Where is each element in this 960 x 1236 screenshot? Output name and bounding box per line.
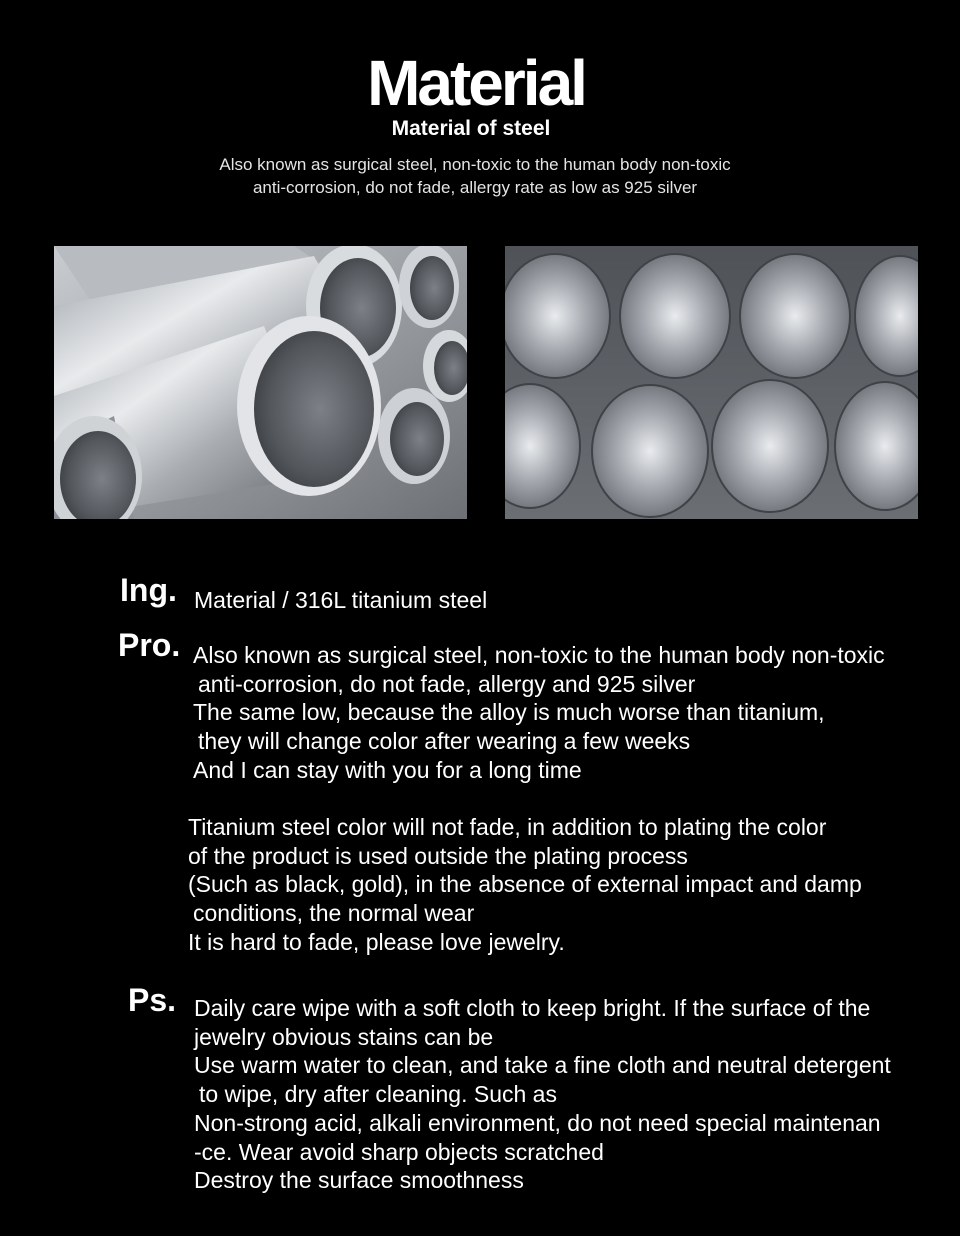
ps-line: -ce. Wear avoid sharp objects scratched [194, 1138, 604, 1165]
page-subtitle: Material of steel [391, 117, 551, 140]
intro-text [0, 153, 950, 199]
pro-paragraph-2 [188, 813, 862, 957]
pro-line: conditions, the normal wear [193, 900, 475, 927]
ing-text: Material / 316L titanium steel [194, 587, 488, 613]
ps-line: jewelry obvious stains can be [194, 1023, 494, 1050]
ps-text [194, 994, 891, 1195]
pro-line: Also known as surgical steel, non-toxic to the human body non-toxic [193, 642, 885, 668]
pro-line: It is hard to fade, please love jewelry. [188, 928, 565, 955]
intro-line: anti-corrosion, do not fade, allergy rate as low as 925 silver [252, 178, 698, 197]
intro-line: Also known as surgical steel, non-toxic to the human body non-toxic [219, 155, 731, 174]
pro-paragraph-1 [193, 641, 885, 785]
ing-label: Ing. [120, 572, 177, 608]
ps-line: Daily care wipe with a soft cloth to keep bright. If the surface of the [194, 995, 871, 1021]
pro-label: Pro. [118, 627, 181, 663]
pro-line: And I can stay with you for a long time [193, 756, 582, 783]
pro-line: Titanium steel color will not fade, in addition to plating the color [188, 814, 827, 840]
pro-line: (Such as black, gold), in the absence of external impact and damp [188, 871, 862, 898]
ps-line: Use warm water to clean, and take a fine cloth and neutral detergent [194, 1052, 891, 1079]
pro-line: of the product is used outside the plating process [188, 842, 688, 869]
pro-line: anti-corrosion, do not fade, allergy and 925 silver [198, 670, 696, 697]
steel-rods-photo [505, 246, 918, 519]
ps-label: Ps. [128, 982, 177, 1018]
steel-pipes-photo [54, 246, 467, 519]
pro-line: The same low, because the alloy is much worse than titanium, [193, 699, 825, 726]
ps-line: to wipe, dry after cleaning. Such as [199, 1081, 557, 1108]
pro-line: they will change color after wearing a few weeks [198, 728, 691, 755]
ps-line: Destroy the surface smoothness [194, 1167, 524, 1194]
page-title: Material [367, 47, 585, 119]
ps-line: Non-strong acid, alkali environment, do not need special maintenan [194, 1109, 881, 1136]
